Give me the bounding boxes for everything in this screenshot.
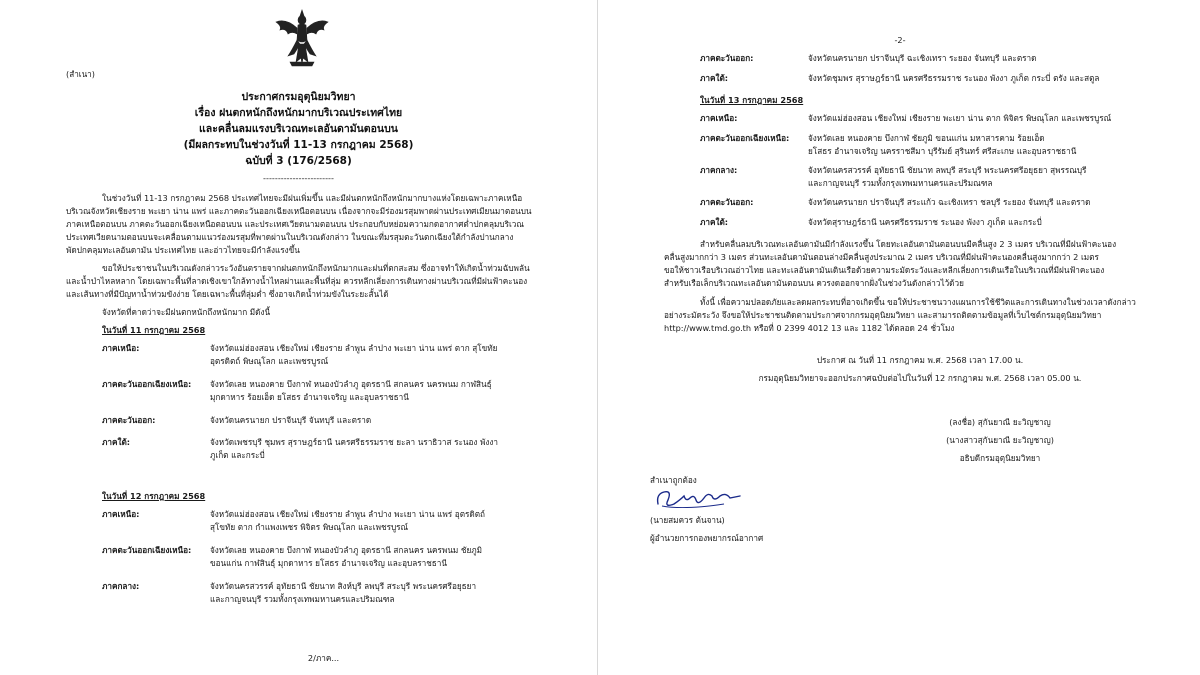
- wave-line: สำหรับเรือเล็กบริเวณทะเลอันดามันตอนบน ควรงดออกจากฝั่งในช่วงวันดังกล่าวไว้ด้วย: [664, 278, 964, 288]
- certifier-title: ผู้อำนวยการกองพยากรณ์อากาศ: [650, 533, 764, 543]
- province-line: จังหวัดนครนายก ปราจีนบุรี จันทบุรี และตราด: [210, 415, 372, 425]
- wave-line: ขอให้ชาวเรือบริเวณอ่าวไทย และทะเลอันดามันเดินเรือด้วยความระมัดระวังและหลีกเลี่ยงการเดินเรือในบริเวณที่มีฝนฟ้าคะนอง: [664, 265, 1105, 275]
- province-line: ยโสธร อำนาจเจริญ นครราชสีมา บุรีรัมย์ สุรินทร์ ศรีสะเกษ และอุบลราชธานี: [808, 146, 1077, 156]
- region-label: ภาคใต้:: [102, 437, 131, 447]
- signer-name: (นางสาวสุกันยาณี ยะวิญชาญ): [946, 435, 1054, 445]
- effect-period: (มีผลกระทบในช่วงวันที่ 11-13 กรกฎาคม 2568): [183, 139, 414, 151]
- announce-time: ประกาศ ณ วันที่ 11 กรกฎาคม พ.ศ. 2568 เวลา 17.00 น.: [816, 355, 1024, 365]
- provinces-intro: จังหวัดที่คาดว่าจะมีฝนตกหนักถึงหนักมาก มีดังนี้: [102, 307, 271, 317]
- safety-line: ทั้งนี้ เพื่อความปลอดภัยและลดผลกระทบที่อาจเกิดขึ้น ขอให้ประชาชนวางแผนการใช้ชีวิตและการเดินทางในช่วงเวลาดังกล่าว: [700, 297, 1136, 307]
- warning-paragraph: [66, 262, 530, 301]
- safety-line: อย่างระมัดระวัง จึงขอให้ประชาชนติดตามประกาศจากกรมอุตุนิยมวิทยา และสามารถติดตามข้อมูลที่เว็บไซต์กรมอุตุนิยมวิทยา: [664, 310, 1102, 320]
- region-label: ภาคตะวันออกเฉียงเหนือ:: [102, 379, 192, 389]
- region-label: ภาคตะวันออก:: [700, 53, 754, 63]
- separator: ------------------------: [263, 173, 334, 183]
- wave-line: คลื่นสูงมากกว่า 3 เมตร ส่วนทะเลอันดามันตอนล่างมีคลื่นสูงประมาณ 2 เมตร บริเวณที่มีฝนฟ้าคะนองคลื่นสูงมากกว่า 2 เมตร: [664, 252, 1099, 262]
- province-line: และกาญจนบุรี รวมทั้งกรุงเทพมหานครและปริมณฑล: [808, 178, 993, 188]
- wave-paragraph: [664, 238, 1116, 290]
- signed-line: (ลงชื่อ) สุกันยาณี ยะวิญชาญ: [949, 417, 1051, 427]
- region-label: ภาคใต้:: [700, 217, 729, 227]
- intro-line: ภาคเหนือตอนบน ภาคตะวันออกเฉียงเหนือตอนบน และประเทศเวียดนามตอนบน ประกอบกับหย่อมความกดอากาศต่ำปกคลุมบริเวณ: [66, 219, 524, 229]
- region-label: ภาคเหนือ:: [700, 113, 738, 123]
- region-label: ภาคใต้:: [700, 73, 729, 83]
- handwritten-signature-icon: [654, 486, 744, 512]
- wave-line: สำหรับคลื่นลมบริเวณทะเลอันดามันมีกำลังแรงขึ้น โดยทะเลอันดามันตอนบนมีคลื่นสูง 2 3 เมตร บริเวณที่มีฝนฟ้าคะนอง: [700, 239, 1117, 249]
- warning-line: ขอให้ประชาชนในบริเวณดังกล่าวระวังอันตรายจากฝนตกหนักถึงหนักมากและฝนที่ตกสะสม ซึ่งอาจทำให้เกิดน้ำท่วมฉับพลัน: [102, 263, 530, 273]
- region-label: ภาคตะวันออก:: [700, 197, 754, 207]
- document-page-2: [600, 0, 1200, 675]
- intro-paragraph: [66, 192, 532, 257]
- issue-number: ฉบับที่ 3 (176/2568): [245, 155, 352, 167]
- province-line: จังหวัดนครนายก ปราจีนบุรี ฉะเชิงเทรา ระยอง จันทบุรี และตราด: [808, 53, 1037, 63]
- province-line: จังหวัดชุมพร สุราษฎร์ธานี นครศรีธรรมราช ระนอง พังงา ภูเก็ต กระบี่ ตรัง และสตูล: [808, 73, 1100, 83]
- announcement-subject-2: และคลื่นลมแรงบริเวณทะเลอันดามันตอนบน: [199, 123, 398, 135]
- safety-paragraph: [664, 296, 1136, 335]
- province-line: จังหวัดแม่ฮ่องสอน เชียงใหม่ เชียงราย ลำพูน ลำปาง พะเยา น่าน แพร่ ตาก สุโขทัย: [210, 343, 498, 353]
- page-number: -2-: [894, 35, 906, 45]
- day13-heading: ในวันที่ 13 กรกฎาคม 2568: [700, 95, 804, 105]
- province-line: มุกดาหาร ร้อยเอ็ด ยโสธร อำนาจเจริญ และอุบลราชธานี: [210, 392, 409, 402]
- garuda-emblem-icon: [270, 6, 334, 70]
- region-label: ภาคกลาง:: [700, 165, 738, 175]
- region-label: ภาคตะวันออก:: [102, 415, 156, 425]
- page-footer: 2/ภาค...: [307, 653, 340, 663]
- province-line: จังหวัดนครสวรรค์ อุทัยธานี ชัยนาท ลพบุรี สระบุรี พระนครศรีอยุธยา สุพรรณบุรี: [808, 165, 1087, 175]
- next-announcement: กรมอุตุนิยมวิทยาจะออกประกาศฉบับต่อไปในวันที่ 12 กรกฎาคม พ.ศ. 2568 เวลา 05.00 น.: [758, 373, 1082, 383]
- safety-line: http://www.tmd.go.th หรือที่ 0 2399 4012 13 และ 1182 ได้ตลอด 24 ชั่วโมง: [664, 323, 955, 333]
- province-line: ภูเก็ต และกระบี่: [210, 450, 265, 460]
- region-label: ภาคเหนือ:: [102, 509, 140, 519]
- intro-line: ในช่วงวันที่ 11-13 กรกฎาคม 2568 ประเทศไทยจะมีฝนเพิ่มขึ้น และมีฝนตกหนักถึงหนักมากบางแห่งโดยเฉพาะภาคเหนือ: [102, 193, 523, 203]
- copy-label: (สำเนา): [66, 69, 95, 79]
- intro-line: ประเทศเวียดนามตอนบนจะเคลื่อนตามแนวร่องมรสุมที่พาดผ่านในบริเวณดังกล่าว ในขณะที่มรสุมตะวันตกเฉียงใต้กำลังปานกลาง: [66, 232, 514, 242]
- province-line: จังหวัดแม่ฮ่องสอน เชียงใหม่ เชียงราย ลำพูน ลำปาง พะเยา น่าน แพร่ อุตรดิตถ์: [210, 509, 486, 519]
- province-line: และกาญจนบุรี รวมทั้งกรุงเทพมหานครและปริมณฑล: [210, 594, 395, 604]
- province-line: จังหวัดเพชรบุรี ชุมพร สุราษฎร์ธานี นครศรีธรรมราช ยะลา นราธิวาส ระนอง พังงา: [210, 437, 498, 447]
- province-line: อุตรดิตถ์ พิษณุโลก และเพชรบูรณ์: [210, 356, 329, 366]
- province-line: สุโขทัย ตาก กำแพงเพชร พิจิตร พิษณุโลก และเพชรบูรณ์: [210, 522, 409, 532]
- day12-heading: ในวันที่ 12 กรกฎาคม 2568: [102, 491, 206, 501]
- certified-label: สำเนาถูกต้อง: [650, 475, 697, 485]
- province-line: จังหวัดนครนายก ปราจีนบุรี สระแก้ว ฉะเชิงเทรา ชลบุรี ระยอง จันทบุรี และตราด: [808, 197, 1091, 207]
- region-label: ภาคตะวันออกเฉียงเหนือ:: [102, 545, 192, 555]
- region-label: ภาคตะวันออกเฉียงเหนือ:: [700, 133, 790, 143]
- province-line: จังหวัดนครสวรรค์ อุทัยธานี ชัยนาท สิงห์บุรี ลพบุรี สระบุรี พระนครศรีอยุธยา: [210, 581, 477, 591]
- announcement-title: ประกาศกรมอุตุนิยมวิทยา: [241, 91, 356, 103]
- intro-line: พัดปกคลุมทะเลอันดามัน ประเทศไทย และอ่าวไทยจะมีกำลังแรงขึ้น: [66, 245, 300, 255]
- warning-line: และเส้นทางที่มีปัญหาน้ำท่วมขังง่าย โดยเฉพาะพื้นที่ลุ่มต่ำ ซึ่งอาจเกิดน้ำท่วมขังในระยะสั้นได้: [66, 289, 389, 299]
- province-line: ขอนแก่น กาฬสินธุ์ มุกดาหาร ยโสธร อำนาจเจริญ และอุบลราชธานี: [210, 558, 447, 568]
- province-line: จังหวัดเลย หนองคาย บึงกาฬ หนองบัวลำภู อุดรธานี สกลนคร นครพนม กาฬสินธุ์: [210, 379, 492, 389]
- region-label: ภาคกลาง:: [102, 581, 140, 591]
- document-page-1: [0, 0, 598, 675]
- warning-line: และน้ำป่าไหลหลาก โดยเฉพาะพื้นที่ลาดเชิงเขาใกล้ทางน้ำไหลผ่านและพื้นที่ลุ่ม ควรหลีกเลี่ยงการเดินทางผ่านบริเวณที่มีฝนฟ้าคะนอง: [66, 276, 528, 286]
- province-line: จังหวัดเลย หนองคาย บึงกาฬ ชัยภูมิ ขอนแก่น มหาสารคาม ร้อยเอ็ด: [808, 133, 1045, 143]
- intro-line: บริเวณจังหวัดเชียงราย พะเยา น่าน แพร่ และภาคตะวันออกเฉียงเหนือตอนบน เนื่องจากจะมีร่องมรสุมพาดผ่านประเทศเมียนมาตอนบน: [66, 206, 532, 216]
- region-label: ภาคเหนือ:: [102, 343, 140, 353]
- signer-title: อธิบดีกรมอุตุนิยมวิทยา: [959, 453, 1041, 463]
- day11-heading: ในวันที่ 11 กรกฎาคม 2568: [102, 325, 206, 335]
- province-line: จังหวัดเลย หนองคาย บึงกาฬ หนองบัวลำภู อุดรธานี สกลนคร นครพนม ชัยภูมิ: [210, 545, 483, 555]
- province-line: จังหวัดแม่ฮ่องสอน เชียงใหม่ เชียงราย พะเยา น่าน ตาก พิจิตร พิษณุโลก และเพชรบูรณ์: [808, 113, 1112, 123]
- province-line: จังหวัดสุราษฎร์ธานี นครศรีธรรมราช ระนอง พังงา ภูเก็ต และกระบี่: [808, 217, 1042, 227]
- certifier-name: (นายสมควร ต้นจาน): [650, 515, 725, 525]
- announcement-subject: เรื่อง ฝนตกหนักถึงหนักมากบริเวณประเทศไทย: [194, 107, 403, 119]
